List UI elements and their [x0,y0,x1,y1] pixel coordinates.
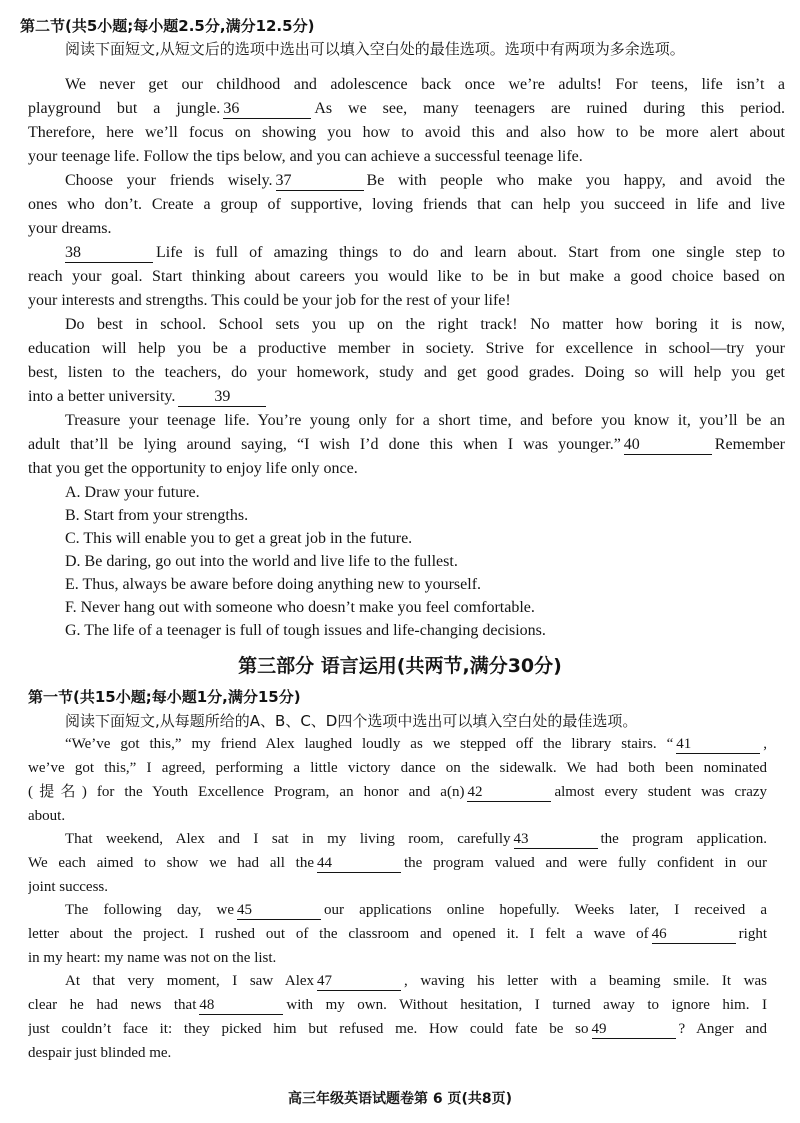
passage2-line: That weekend, Alex and I sat in my living room, carefully 43 the program application. [65,831,767,847]
section1-instruction: 阅读下面短文,从每题所给的A、B、C、D四个选项中选出可以填入空白处的最佳选项。 [65,712,638,730]
passage1-line: best, listen to the teachers, do your homework, study and get good grades. Doing so will help you get [28,364,785,381]
passage1-line: your dreams. [28,220,112,237]
passage1-line: Treasure your teenage life. You’re young only for a short time, and before you know it, you’ll be an [65,412,785,429]
passage1-line: your teenage life. Follow the tips below, and you can achieve a successful teenage life. [28,148,583,165]
blank-48[interactable]: 48 [199,996,283,1015]
passage2-line: we’ve got this,” I agreed, performing a little victory dance on the sidewalk. We had both been nominated [28,760,767,776]
blank-40[interactable]: 40 [624,436,712,455]
passage2-line: despair just blinded me. [28,1045,172,1061]
part3-title: 第三部分 语言运用(共两节,满分30分) [238,655,562,677]
blank-36[interactable]: 36 [223,100,311,119]
passage1-line: 38 Life is full of amazing things to do and learn about. Start from one single step to [65,244,785,261]
option-a: A. Draw your future. [65,484,200,501]
passage2-line: letter about the project. I rushed out of the classroom and opened it. I felt a wave of 46 right [28,926,767,942]
passage1-line: that you get the opportunity to enjoy life only once. [28,460,358,477]
passage2-line: The following day, we 45 our applications online hopefully. Weeks later, I received a [65,902,767,918]
passage1-line: education will help you be a productive member in society. Strive for excellence in school—try your [28,340,785,357]
passage2-line: just couldn’t face it: they picked him but refused me. How could fate be so 49 ? Anger and [28,1021,767,1037]
option-g: G. The life of a teenager is full of tough issues and life-changing decisions. [65,622,546,639]
passage1-line: into a better university. 39 [28,386,785,408]
option-c: C. This will enable you to get a great job in the future. [65,530,413,547]
blank-41[interactable]: 41 [676,735,760,754]
blank-49[interactable]: 49 [592,1020,676,1039]
section2-title: 第二节(共5小题;每小题2.5分,满分12.5分) [20,17,315,35]
page-footer: 高三年级英语试题卷第 6 页(共8页) [287,1091,513,1107]
passage2-line: clear he had news that 48 with my own. Without hesitation, I turned away to ignore him. I [28,997,767,1013]
blank-44[interactable]: 44 [317,854,401,873]
passage2-line: (提名) for the Youth Excellence Program, an honor and a(n) 42 almost every student was crazy [28,784,767,800]
passage1-line: Do best in school. School sets you up on the right track! No matter how boring it is now, [65,316,785,333]
blank-37[interactable]: 37 [276,172,364,191]
passage1-line: Therefore, here we’ll focus on showing you how to avoid this and also how to be more alert about [28,124,785,141]
section2-instruction: 阅读下面短文,从短文后的选项中选出可以填入空白处的最佳选项。选项中有两项为多余选项。 [65,40,685,58]
passage2-line: joint success. [28,879,108,895]
blank-46[interactable]: 46 [652,925,736,944]
passage2-line: “We’ve got this,” my friend Alex laughed loudly as we stepped off the library stairs. “ 41 , [65,736,767,752]
passage2-line: in my heart: my name was not on the list. [28,950,277,966]
passage1-line: your interests and strengths. This could be your job for the rest of your life! [28,292,511,309]
section1-title: 第一节(共15小题;每小题1分,满分15分) [28,688,301,706]
blank-47[interactable]: 47 [317,972,401,991]
option-f: F. Never hang out with someone who doesn’t make you feel comfortable. [65,599,535,616]
passage2-line: about. [28,808,66,824]
passage1-line: Choose your friends wisely. 37 Be with people who make you happy, and avoid the [65,172,785,189]
option-d: D. Be daring, go out into the world and live life to the fullest. [65,553,458,570]
passage1-line: playground but a jungle. 36 As we see, many teenagers are ruined during this period. [28,100,785,117]
blank-38[interactable]: 38 [65,244,153,263]
option-e: E. Thus, always be aware before doing anything new to yourself. [65,576,482,593]
blank-45[interactable]: 45 [237,901,321,920]
passage1-line: reach your goal. Start thinking about careers you would like to be in but make a good choice based on [28,268,785,285]
passage1-line: We never get our childhood and adolescence back once we’re adults! For teens, life isn’t a [65,76,785,93]
passage2-line: At that very moment, I saw Alex 47 , waving his letter with a beaming smile. It was [65,973,767,989]
blank-43[interactable]: 43 [514,830,598,849]
blank-42[interactable]: 42 [467,783,551,802]
passage1-line: adult that’ll be lying around saying, “I wish I’d done this when I was younger.” 40 Remember [28,436,785,453]
option-b: B. Start from your strengths. [65,507,249,524]
passage1-line: ones who don’t. Create a group of supportive, loving friends that can help you succeed in life and live [28,196,785,213]
passage2-line: We each aimed to show we had all the 44 the program valued and were fully confident in our [28,855,767,871]
blank-39[interactable]: 39 [178,388,266,407]
